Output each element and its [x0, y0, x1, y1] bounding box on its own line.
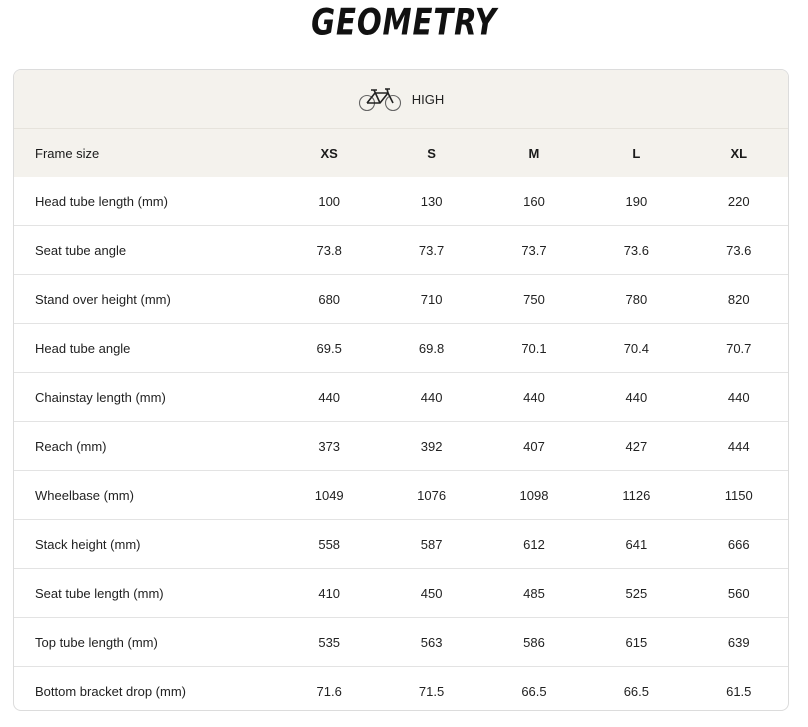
table-cell: 73.6 — [688, 226, 789, 275]
column-header-xs: XS — [320, 145, 338, 161]
table-cell: 440 — [380, 373, 482, 422]
table-cell: 69.5 — [278, 324, 380, 373]
geometry-table — [14, 129, 789, 711]
table-cell: 450 — [380, 569, 482, 618]
table-cell: 427 — [585, 422, 687, 471]
table-row — [14, 275, 789, 324]
table-cell: 558 — [278, 520, 380, 569]
table-cell: 560 — [688, 569, 789, 618]
column-header-frame-size: Frame size — [35, 145, 100, 161]
table-cell: 61.5 — [726, 683, 752, 699]
bike-icon — [358, 86, 402, 112]
table-cell: 160 — [483, 177, 585, 226]
row-label: Stack height (mm) — [14, 520, 278, 569]
column-header-m: M — [528, 145, 540, 161]
row-label: Reach (mm) — [14, 422, 278, 471]
table-cell: 70.4 — [585, 324, 687, 373]
table-cell: 373 — [278, 422, 380, 471]
table-cell: 1098 — [483, 471, 585, 520]
page-title: GEOMETRY — [311, 0, 497, 45]
table-cell: 69.8 — [380, 324, 482, 373]
table-cell: 440 — [483, 373, 585, 422]
table-row — [14, 618, 789, 667]
table-cell: 641 — [585, 520, 687, 569]
table-row — [14, 667, 789, 712]
table-cell: 535 — [278, 618, 380, 667]
row-label: Head tube angle — [14, 324, 278, 373]
table-cell: 70.7 — [688, 324, 789, 373]
table-row — [14, 177, 789, 226]
table-cell: 444 — [688, 422, 789, 471]
table-cell: 820 — [688, 275, 789, 324]
row-label: Stand over height (mm) — [14, 275, 278, 324]
row-label: Seat tube length (mm) — [14, 569, 278, 618]
row-label: Wheelbase (mm) — [14, 471, 278, 520]
table-cell: 1076 — [380, 471, 482, 520]
table-cell: 612 — [483, 520, 585, 569]
table-cell: 66.5 — [623, 683, 650, 699]
table-cell: 780 — [585, 275, 687, 324]
row-label: Head tube length (mm) — [14, 177, 278, 226]
table-row — [14, 226, 789, 275]
table-cell: 639 — [688, 618, 789, 667]
table-cell: 190 — [585, 177, 687, 226]
table-cell: 440 — [278, 373, 380, 422]
table-cell: 70.1 — [483, 324, 585, 373]
table-cell: 73.7 — [380, 226, 482, 275]
table-cell: 66.5 — [521, 683, 547, 699]
column-header-s: S — [427, 145, 436, 161]
row-label: Seat tube angle — [14, 226, 278, 275]
table-row — [14, 422, 789, 471]
table-cell: 680 — [278, 275, 380, 324]
table-cell: 666 — [688, 520, 789, 569]
table-cell: 130 — [380, 177, 482, 226]
frame-variant-band — [14, 70, 788, 129]
table-cell: 73.8 — [278, 226, 380, 275]
table-cell: 440 — [688, 373, 789, 422]
table-cell: 407 — [483, 422, 585, 471]
table-cell: 750 — [483, 275, 585, 324]
table-cell: 73.7 — [483, 226, 585, 275]
table-cell: 587 — [380, 520, 482, 569]
table-cell: 71.5 — [418, 683, 445, 699]
table-row — [14, 520, 789, 569]
column-header-l: L — [632, 145, 641, 161]
table-cell: 73.6 — [585, 226, 687, 275]
row-label: Chainstay length (mm) — [14, 373, 278, 422]
table-cell: 586 — [483, 618, 585, 667]
table-header-row — [14, 129, 789, 177]
row-label: Top tube length (mm) — [14, 618, 278, 667]
column-header-xl: XL — [730, 145, 748, 161]
row-label: Bottom bracket drop (mm) — [35, 683, 186, 699]
table-cell: 410 — [278, 569, 380, 618]
table-cell: 71.6 — [316, 683, 342, 699]
table-cell: 220 — [688, 177, 789, 226]
table-cell: 440 — [585, 373, 687, 422]
geometry-card — [13, 69, 789, 711]
table-cell: 100 — [278, 177, 380, 226]
table-row — [14, 471, 789, 520]
table-cell: 392 — [380, 422, 482, 471]
table-row — [14, 324, 789, 373]
table-row — [14, 373, 789, 422]
table-row — [14, 569, 789, 618]
table-cell: 1049 — [278, 471, 380, 520]
table-cell: 615 — [585, 618, 687, 667]
table-cell: 1126 — [585, 471, 687, 520]
frame-variant-label: HIGH — [411, 91, 445, 107]
table-cell: 563 — [380, 618, 482, 667]
table-cell: 1150 — [688, 471, 789, 520]
table-cell: 710 — [380, 275, 482, 324]
table-cell: 525 — [585, 569, 687, 618]
table-cell: 485 — [483, 569, 585, 618]
